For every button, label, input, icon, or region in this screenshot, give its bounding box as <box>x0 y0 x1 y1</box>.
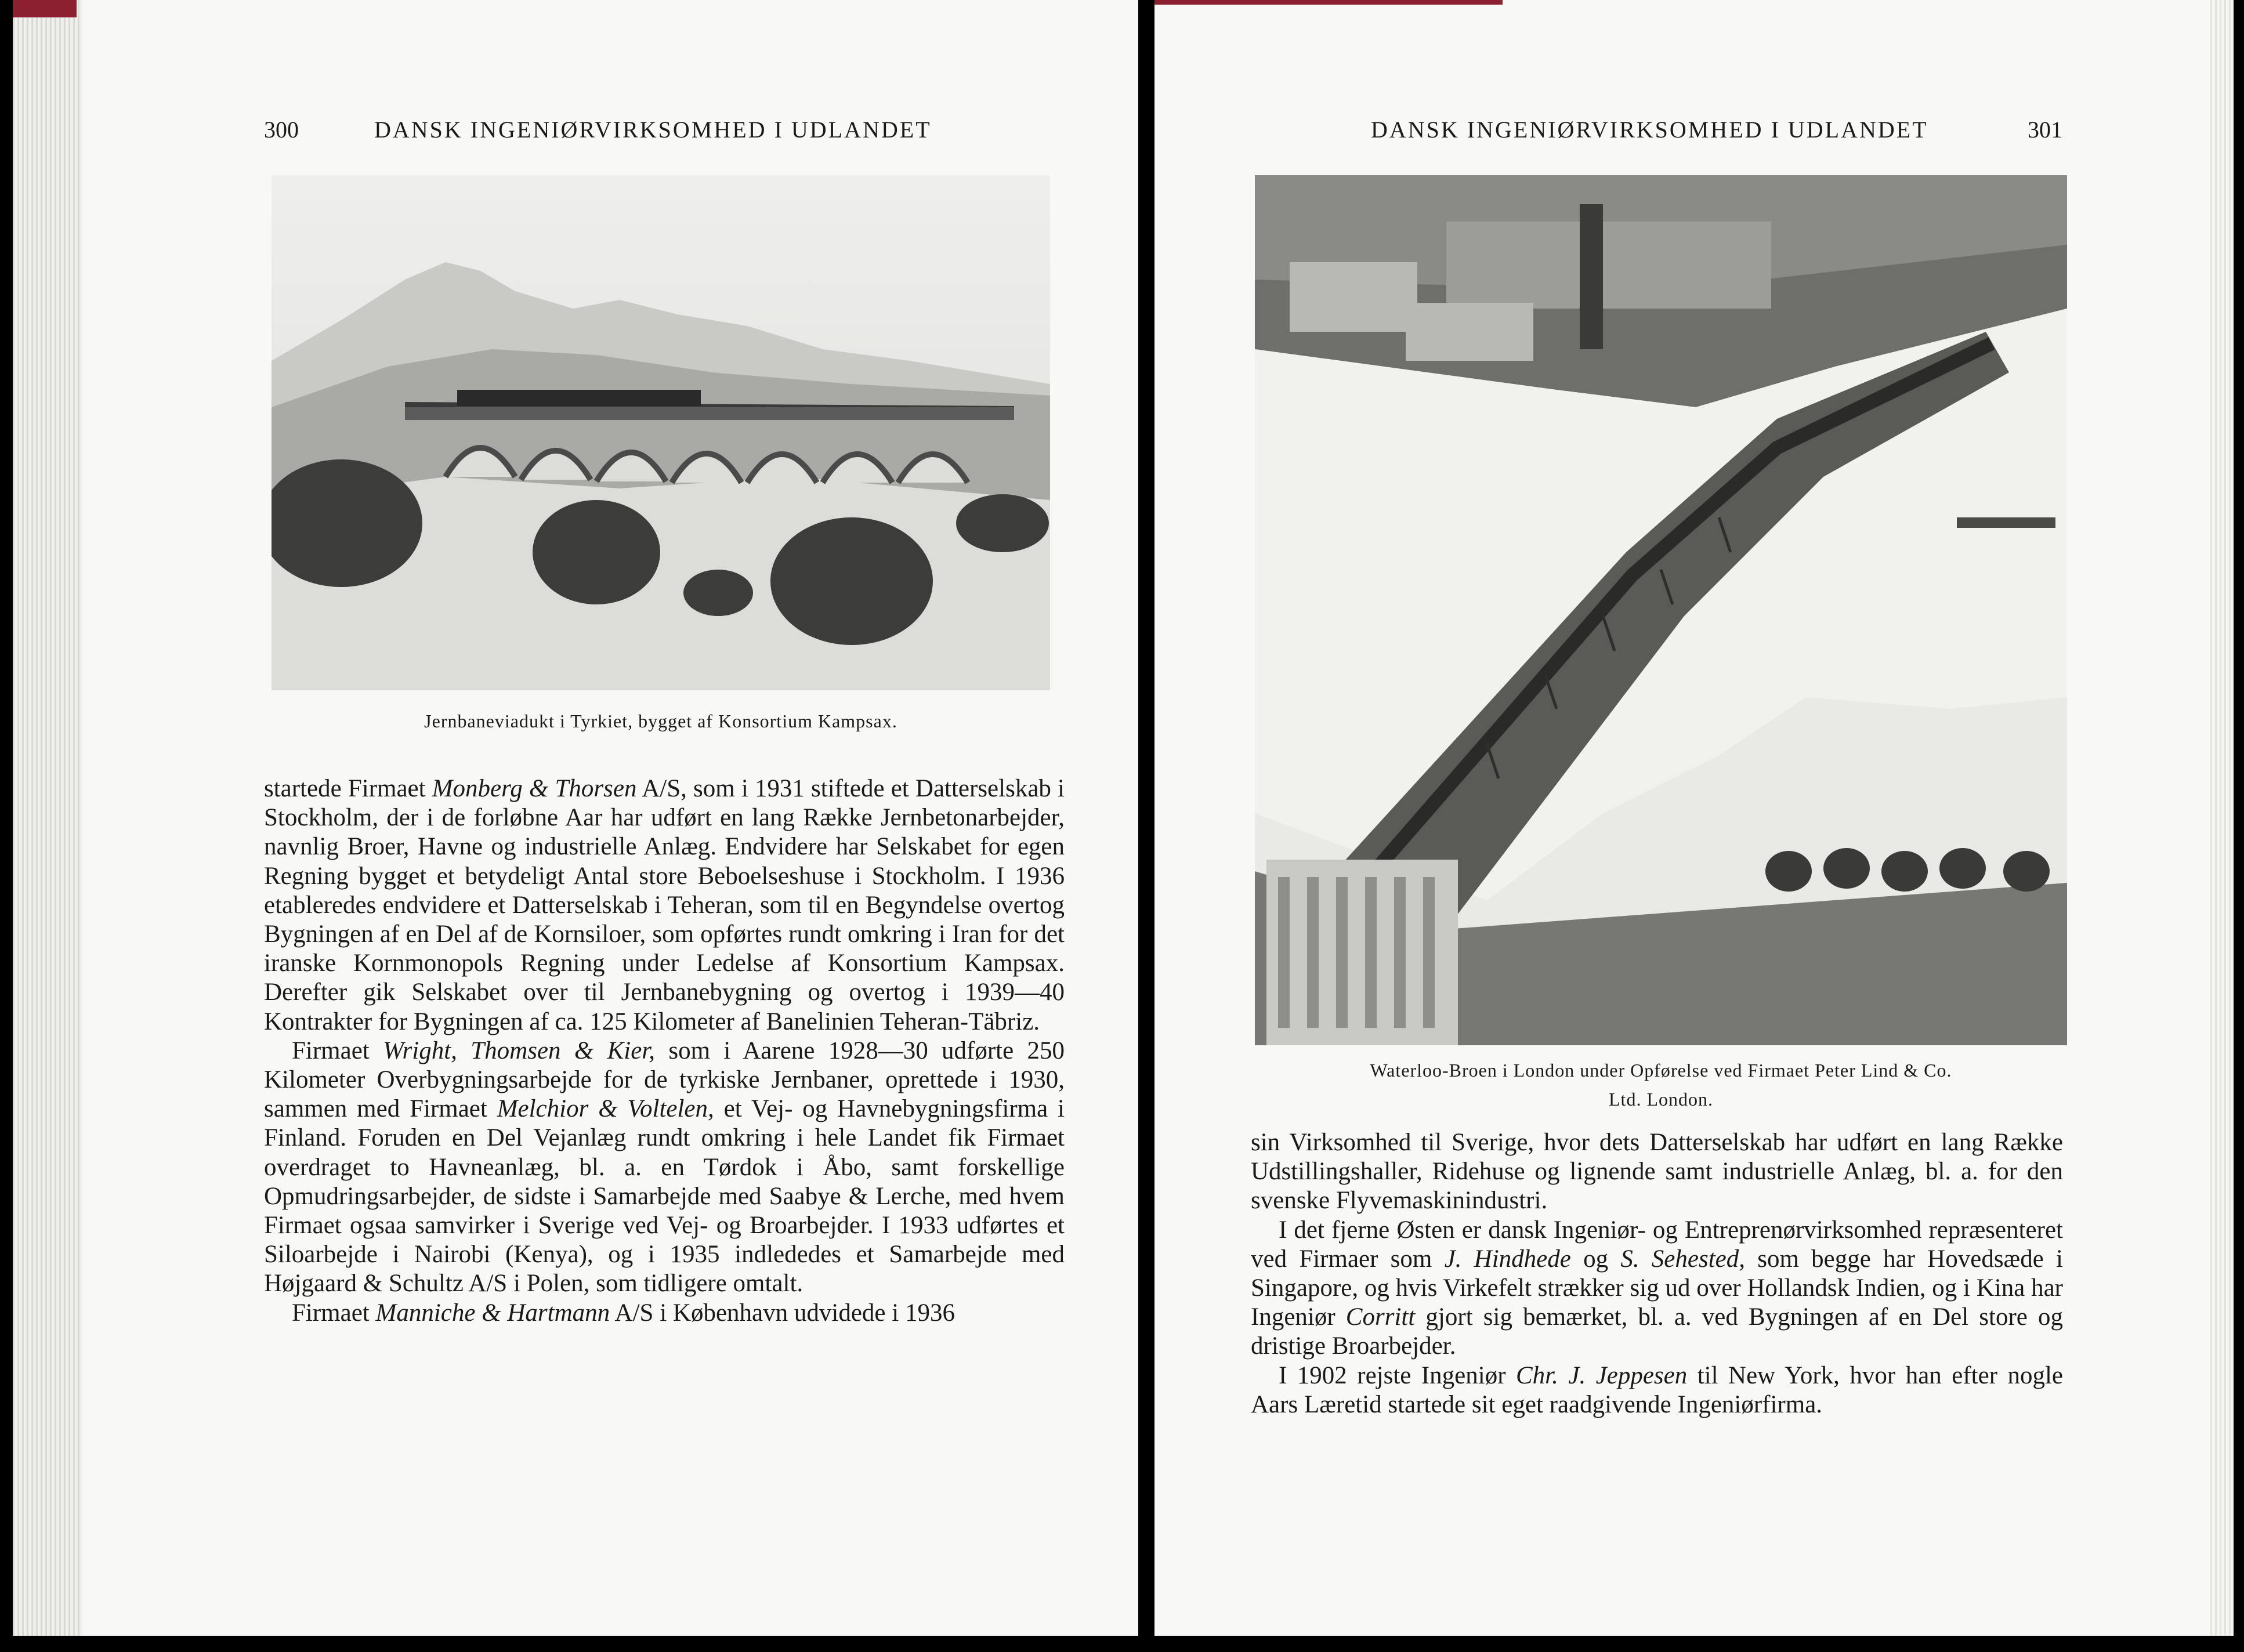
italic-name: Wright, Thomsen & Kier, <box>383 1037 656 1064</box>
paragraph <box>264 1299 1065 1328</box>
running-head-right: DANSK INGENIØRVIRKSOMHED I UDLANDET <box>1371 117 1928 143</box>
paragraph <box>1251 1216 2063 1361</box>
text-run: gjort sig bemærket, bl. a. ved Bygningen af en Del store og dristige Broarbejder. <box>1251 1303 2063 1360</box>
page-number-right: 301 <box>2028 117 2062 143</box>
italic-name: Melchior & Voltelen, <box>497 1095 714 1123</box>
body-text-right <box>1251 1128 2063 1419</box>
binding-mark <box>13 0 77 17</box>
text-run: et Vej- og Havnebygningsfirma i Finland. Foruden en Del Vejanlæg rundt omkring i hele Landet fik Firmaet overdraget to Havneanlæg, bl. a. en Tørdok i Åbo, samt forskellige Opmudringsarbejder, de sidste i Samarbejde med Saabye & Lerche, med hvem Firmaet ogsaa samvirker i Sverige ved Vej- og Broarbejder. I 1933 udførtes et Siloarbejde i Nairobi (Kenya), og i 1935 indlededes et Samarbejde med Højgaard & Schultz A/S i Polen, som tidligere omtalt. <box>264 1095 1065 1298</box>
italic-name: J. Hindhede <box>1444 1245 1571 1273</box>
text-run: I det fjerne Østen er dansk Ingeniør- og Entreprenørvirksomhed repræsenteret ved Firmaer som <box>1251 1216 2063 1273</box>
paragraph <box>264 774 1065 1037</box>
left-page <box>13 0 1138 1636</box>
italic-name: Monberg & Thorsen <box>432 775 637 802</box>
text-run: I 1902 rejste Ingeniør <box>1279 1361 1516 1389</box>
text-run: Firmaet <box>292 1299 376 1327</box>
viaduct-photo <box>272 175 1050 690</box>
text-run: startede Firmaet <box>264 775 432 802</box>
italic-name: Corritt <box>1345 1303 1416 1331</box>
text-run: A/S i København udvidede i 1936 <box>610 1299 955 1327</box>
page-number-left: 300 <box>264 117 299 143</box>
figure-caption-right <box>1255 1056 2067 1114</box>
figure-caption-right-line2: Ltd. London. <box>1609 1089 1713 1110</box>
text-run: som begge har Hovedsæde i Singapore, og hvis Virkefelt strækker sig ud over Hollandsk Indien, og i Kina har Ingeniør <box>1251 1245 2063 1331</box>
running-head-left: DANSK INGENIØRVIRKSOMHED I UDLANDET <box>374 117 932 143</box>
text-run: Firmaet <box>292 1037 383 1064</box>
paragraph <box>1251 1361 2063 1419</box>
paragraph <box>1251 1128 2063 1216</box>
italic-name: Manniche & Hartmann <box>375 1299 610 1327</box>
page-edges <box>13 0 82 1636</box>
text-run: sin Virksomhed til Sverige, hvor dets Datterselskab har udført en lang Række Udstillingshaller, Ridehuse og lignende samt industrielle Anlæg, bl. a. for den svenske Flyvemaskinindustri. <box>1251 1129 2063 1215</box>
binding-mark-right <box>1154 0 1503 5</box>
text-run: til New York, hvor han efter nogle Aars Læretid startede sit eget raadgivende Ingeniørfirma. <box>1251 1361 2064 1418</box>
paragraph <box>264 1037 1065 1299</box>
text-run: A/S, som i 1931 stiftede et Datterselskab i Stockholm, der i de forløbne Aar har udført en lang Række Jernbetonarbejder, navnlig Broer, Havne og industrielle Anlæg. Endvidere har Selskabet for egen Regning bygget et betydeligt Antal store Beboelseshuse i Stockholm. I 1936 etableredes endvidere et Datterselskab i Teheran, som til en Begyndelse overtog Bygningen af en Del af de Kornsiloer, som opførtes rundt omkring i Iran for det iranske Kornmonopols Regning under Ledelse af Konsortium Kampsax. Derefter gik Selskabet over til Jernbanebygning og overtog i 1939—40 Kontrakter for Bygningen af ca. 125 Kilometer af Banelinien Teheran-Täbriz. <box>264 775 1065 1035</box>
right-page <box>1154 0 2234 1636</box>
waterloo-bridge-photo <box>1255 175 2067 1045</box>
figure-caption-right-line1: Waterloo-Broen i London under Opførelse ved Firmaet Peter Lind & Co. <box>1370 1060 1952 1081</box>
italic-name: S. Sehested, <box>1620 1245 1745 1273</box>
text-run: som i Aarene 1928—30 udførte 250 Kilometer Overbygningsarbejde for de tyrkiske Jernbaner, oprettede i 1930, sammen med Firmaet <box>264 1037 1065 1123</box>
page-edges-right <box>2210 0 2234 1636</box>
body-text-left <box>264 774 1065 1328</box>
italic-name: Chr. J. Jeppesen <box>1516 1361 1688 1389</box>
figure-caption-left: Jernbaneviadukt i Tyrkiet, bygget af Konsortium Kampsax. <box>424 711 897 731</box>
text-run: og <box>1570 1245 1621 1273</box>
